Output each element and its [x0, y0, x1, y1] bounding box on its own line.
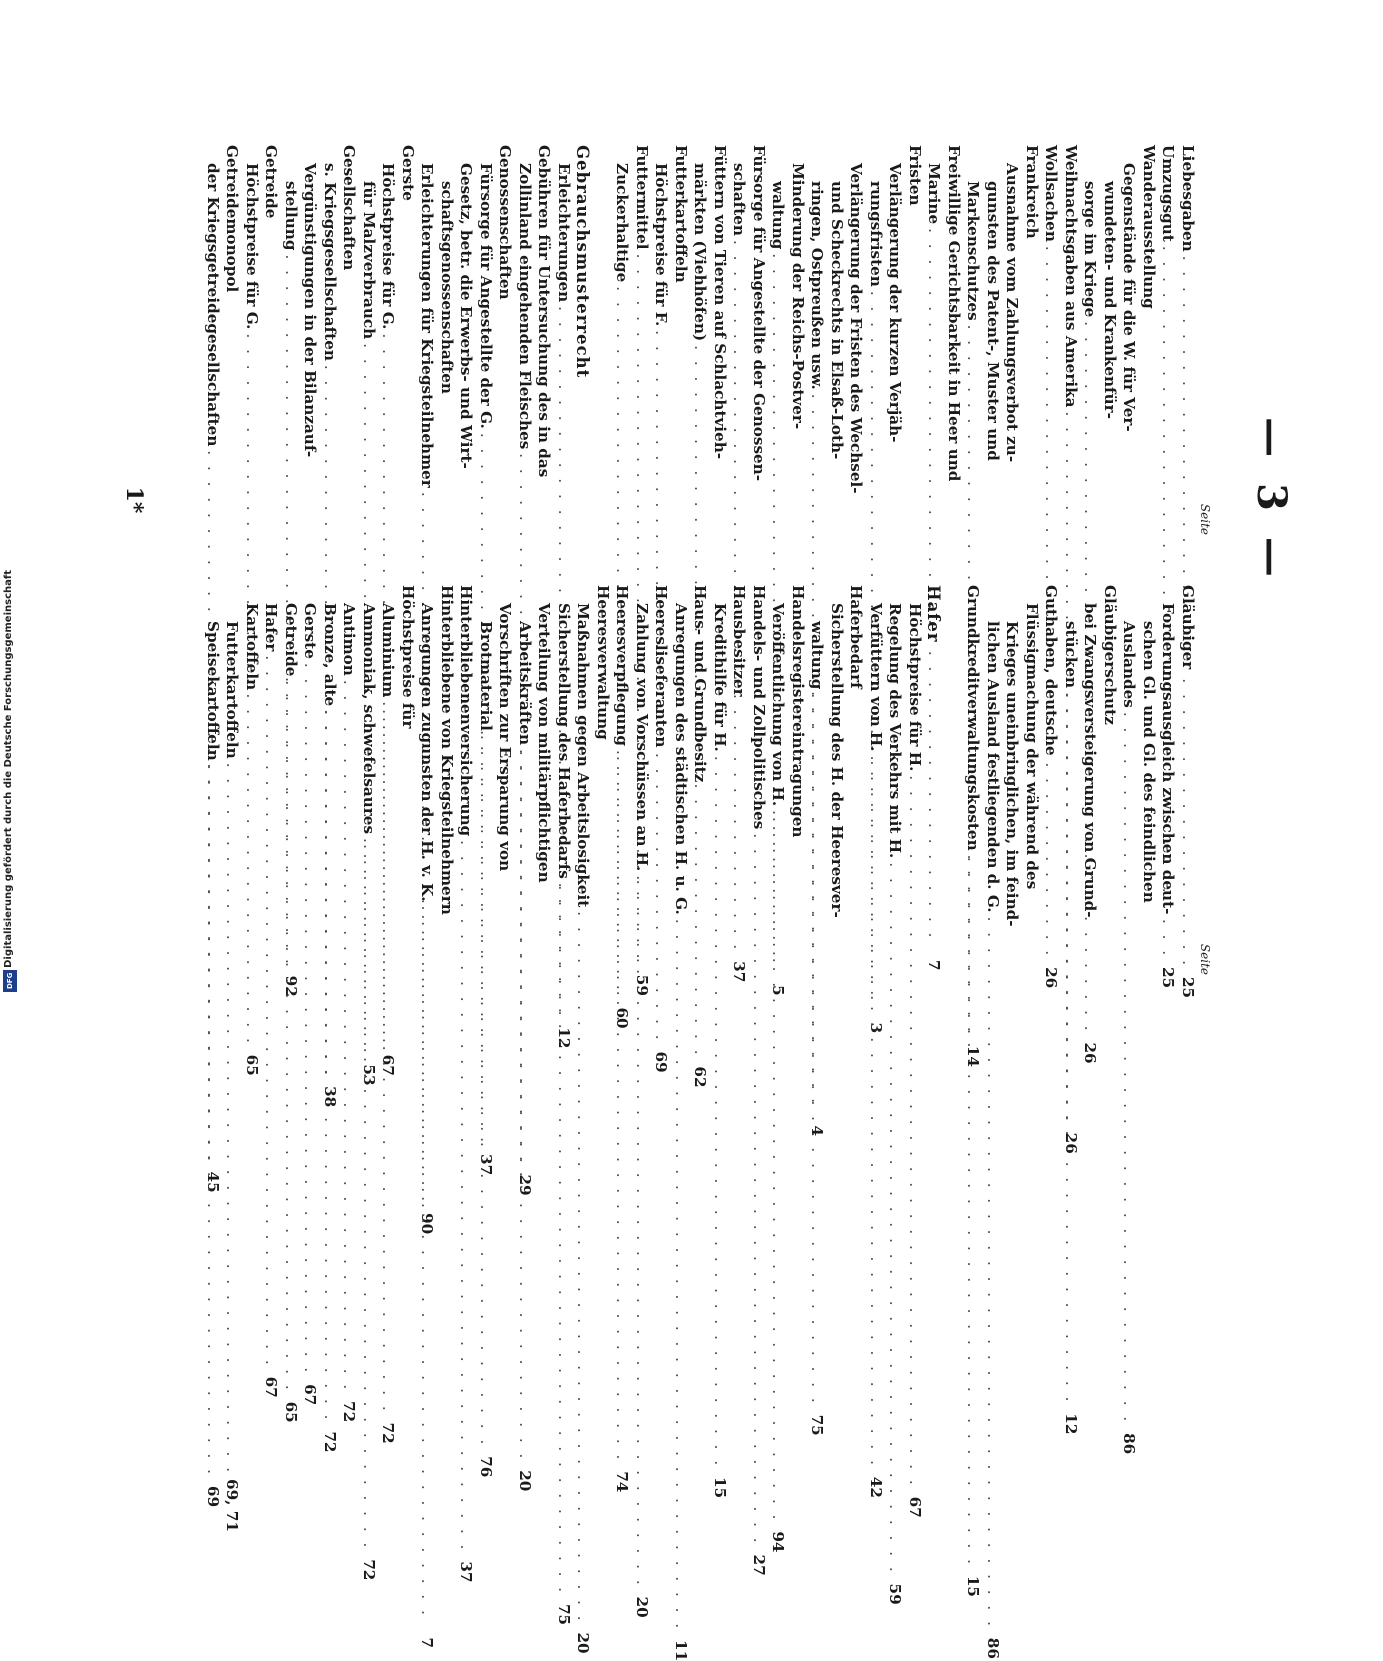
index-entry-text: Hinterbliebenenversicherung — [457, 585, 476, 837]
index-entry — [885, 585, 905, 1605]
index-entry-text: Haferbedarf — [847, 585, 866, 689]
index-entry — [671, 145, 691, 535]
index-entry — [300, 585, 320, 1406]
leader-dots — [807, 693, 827, 1405]
index-entry — [534, 585, 554, 975]
index-entry-page: 53 — [360, 1064, 378, 1086]
index-entry — [846, 585, 866, 975]
index-spacer — [593, 145, 613, 535]
index-entry — [866, 585, 886, 1498]
index-entry-page: 20 — [516, 1470, 534, 1492]
signature-mark: 1* — [121, 486, 147, 514]
index-spacer — [944, 585, 964, 975]
index-entry-text: Markenschutzes — [964, 181, 983, 321]
index-entry-text: Höchstpreise für H. — [906, 603, 924, 772]
index-entry-text: Höchstpreise für G. — [379, 163, 398, 330]
index-entry — [827, 585, 847, 975]
leader-dots — [710, 756, 730, 1468]
index-entry-text: Gebrauchsmusterrecht — [573, 145, 593, 379]
index-entry — [749, 145, 769, 535]
index-entry — [905, 585, 925, 1518]
index-entry — [300, 145, 320, 535]
index-entry-text: Gesellschaften — [340, 145, 359, 271]
index-entry-text: Freiwillige Gerichtsbarkeit in Heer und — [945, 145, 963, 482]
index-entry-text: ringen, Ostpreußen usw. — [808, 181, 827, 390]
index-entry-text: Höchstpreise für — [399, 585, 417, 729]
index-entry — [1002, 145, 1022, 535]
index-entry-page: 60 — [613, 1007, 632, 1029]
index-entry-text: Arbeitskräften — [516, 621, 534, 746]
index-entry-text: Höchstpreise für G. — [243, 163, 261, 330]
leader-dots — [261, 655, 281, 1367]
index-entry-text: märkten (Viehhöfen) — [691, 163, 710, 342]
index-entry-text: Hafer — [924, 585, 944, 643]
index-entry-text: Futtermittel — [633, 145, 651, 250]
index-entry-page: 76 — [477, 1456, 495, 1478]
index-entry-page: 26 — [1042, 967, 1061, 989]
leader-dots — [554, 883, 574, 1595]
leader-dots — [378, 701, 398, 1413]
leader-dots — [281, 680, 301, 1392]
index-entry — [573, 145, 593, 535]
leader-dots — [612, 750, 632, 1462]
index-entry-page: 26 — [1062, 1132, 1080, 1154]
index-entry-text: Handelsregistereintragungen — [789, 585, 807, 838]
index-entry-text: Getreide — [282, 603, 300, 677]
index-entry-text: Frankreich — [1023, 145, 1041, 239]
leader-dots — [983, 917, 1003, 1629]
index-entry — [495, 145, 515, 535]
leader-dots — [300, 663, 320, 1375]
leader-dots — [671, 919, 691, 1631]
index-entry-page: 75 — [808, 1414, 827, 1436]
page-number: — 3 — — [1248, 417, 1295, 583]
index-entry-text: Liebesgaben — [1179, 145, 1197, 252]
index-entry-page: 14 — [964, 1045, 983, 1067]
index-entry — [456, 145, 476, 535]
index-entry-text: Vorschriften zur Ersparung von — [496, 603, 515, 872]
leader-dots — [456, 840, 476, 1552]
index-entry-text: Brotmaterial — [477, 621, 495, 731]
index-entry-page: 67 — [262, 1376, 281, 1398]
index-entry — [944, 145, 964, 535]
index-entry-text: Futterkartoffeln — [223, 621, 242, 759]
index-entry — [1100, 585, 1120, 975]
index-entry-text: Gläubiger — [1179, 585, 1197, 670]
index-entry-text: stellung — [282, 181, 300, 251]
index-entry — [593, 585, 613, 975]
index-entry-text: Grundkreditverwaltungskosten — [964, 585, 983, 851]
leader-dots — [222, 763, 242, 1475]
index-entry-page: 72 — [379, 1422, 398, 1444]
index-entry — [456, 585, 476, 1583]
index-entry-text: Getreide — [262, 145, 281, 219]
index-entry-page: 4 — [808, 1125, 827, 1137]
index-entry — [1022, 585, 1042, 975]
index-entry-text: Handels- und Zollpolitisches — [750, 585, 768, 830]
index-entry-page: 12 — [555, 1027, 573, 1049]
index-entry-page: 12 — [1062, 1413, 1080, 1435]
index-entry — [924, 585, 944, 975]
index-entry — [222, 585, 242, 1532]
index-entry-text: Gerste — [301, 603, 320, 659]
index-entry-text: Verlängerung der Fristen des Wechsel- — [847, 163, 866, 494]
index-entry — [690, 585, 710, 975]
index-entry-text: Veröffentlichung von H. — [769, 603, 788, 807]
index-entry-text: Zuckerhaltige — [613, 163, 632, 283]
index-entry — [788, 585, 808, 975]
index-entry-text: Gläubigerschutz — [1101, 585, 1119, 725]
index-entry-page: 92 — [282, 975, 300, 997]
index-entry-text: Weihnachtsgaben aus Amerika — [1062, 145, 1080, 408]
index-entry-page: 42 — [867, 1476, 885, 1498]
index-entry-text: Erleichterungen für Kriegsteilnehmer — [418, 163, 437, 488]
index-entry-page: 69 — [204, 1485, 222, 1508]
index-entry-text: Wanderausstellung — [1140, 145, 1158, 309]
index-entry-page: 75 — [555, 1603, 573, 1626]
index-entry-page: 86 — [984, 1637, 1002, 1659]
index-entry-page: 20 — [633, 1596, 651, 1618]
index-entry-text: Verfüttern von H. — [867, 603, 885, 752]
index-entry-text: gunsten des Patent-, Muster und — [984, 181, 1002, 461]
leader-dots — [515, 749, 535, 1461]
index-entry — [339, 145, 359, 535]
index-entry-text: Haus- und Grundbesitz — [691, 585, 710, 783]
index-entry-text: Futterkartoffeln — [672, 145, 690, 283]
index-entry-text: Regelung des Verkehrs mit H. — [886, 603, 905, 859]
index-entry-text: und Scheckrechts in Elsaß-Loth- — [828, 181, 846, 460]
index-entry-text: Kredithilfe für H. — [711, 603, 729, 752]
index-entry — [983, 145, 1003, 535]
index-entry-page: 37 — [457, 1561, 476, 1583]
leader-dots — [417, 906, 437, 1618]
index-entry-page: 25 — [1159, 967, 1178, 989]
index-entry-page: 15 — [711, 1477, 729, 1499]
index-entry-text: sorge im Kriege — [1081, 181, 1100, 318]
index-entry-page: 3 — [867, 1022, 885, 1034]
index-entry-text: Hausbesitzer — [730, 585, 749, 697]
index-entry-text: Fristen — [906, 145, 924, 206]
index-entry-page: 38 — [321, 1086, 339, 1108]
index-entry-text: Fürsorge für Angestellte der G. — [477, 163, 495, 429]
index-entry-page: 62 — [691, 1066, 710, 1088]
index-entry-text: schaftsgenossenschaften — [438, 181, 456, 394]
index-entry-page: 15 — [964, 1575, 983, 1597]
index-entry-page: 86 — [1120, 1433, 1139, 1455]
index-entry-text: Minderung der Reichs-Postver- — [789, 163, 807, 430]
dfg-logo: DFG — [3, 970, 17, 992]
index-entry-page: 27 — [750, 1554, 768, 1576]
index-entry-page: 72 — [340, 1401, 359, 1423]
index-entry-page: 45 — [204, 1171, 222, 1193]
index-entry-text: Forderungsausgleich zwischen deut- — [1159, 603, 1178, 915]
leader-dots — [749, 833, 769, 1545]
index-entry — [710, 145, 730, 535]
leader-dots — [885, 862, 905, 1574]
index-entry-text: Erleichterungen — [555, 163, 573, 303]
index-entry — [827, 145, 847, 535]
index-entry-text: Gerste — [399, 145, 417, 201]
index-entry — [339, 585, 359, 1423]
leader-dots — [632, 875, 652, 1587]
index-entry — [437, 585, 457, 975]
index-entry-page: 67 — [301, 1384, 320, 1406]
index-entry-page: 59 — [633, 974, 651, 996]
index-entry-text: Sicherstellung des Haferbedarfs — [555, 603, 573, 879]
index-entry — [671, 585, 691, 1661]
index-entry-page: 37 — [477, 1154, 495, 1176]
index-entry-text: Gebühren für Untersuchung des in das — [535, 145, 554, 478]
index-entry-page: 65 — [282, 1401, 300, 1423]
index-entry-text: s. Kriegsgesellschaften — [321, 163, 339, 361]
index-entry — [534, 145, 554, 535]
index-entry-text: stücken — [1062, 621, 1080, 689]
index-entry-page: 65 — [243, 1054, 261, 1076]
index-entry-text: Gesetz, betr. die Erwerbs- und Wirt- — [457, 163, 476, 469]
leader-dots — [203, 765, 223, 1477]
index-entry — [1139, 145, 1159, 535]
leader-dots — [1119, 712, 1139, 1424]
index-entry — [1080, 585, 1100, 975]
index-entry-page: 69 — [652, 1051, 671, 1073]
index-entry-text: Zollinland eingehenden Fleisches — [516, 163, 534, 450]
digitization-credit: Digitalisierung gefördert durch die Deutsche Forschungsgemeinschaft — [3, 570, 14, 968]
index-entry — [788, 145, 808, 535]
index-entry — [398, 145, 418, 535]
index-entry — [768, 585, 788, 1553]
index-entry-page: 67 — [379, 1054, 398, 1076]
index-entry — [651, 585, 671, 975]
index-entry — [729, 585, 749, 975]
index-entry-text: schaften — [730, 163, 749, 236]
index-entry — [710, 585, 730, 1499]
index-entry-text: wundeten- und Krankenfür- — [1101, 181, 1119, 419]
index-entry-text: Getreidemonopol — [223, 145, 242, 293]
index-entry — [1119, 145, 1139, 535]
index-entry-page: 29 — [516, 1174, 534, 1196]
index-entry-text: Höchstpreise für F. — [652, 163, 671, 327]
index-entry-text: Sicherstellung des H. der Heeresver- — [828, 603, 846, 918]
index-entry-text: Verteilung von militärpflichtigen — [535, 603, 554, 883]
index-entry-text: Zahlung von Vorschüssen an H. — [633, 603, 651, 872]
index-entry — [261, 585, 281, 1398]
index-entry-text: Verlängerung der kurzen Verjäh- — [886, 163, 905, 443]
index-entry-text: Auslandes — [1120, 621, 1139, 708]
index-entry-text: bei Zwangsversteigerung von Grund- — [1081, 603, 1100, 918]
leader-dots — [573, 911, 593, 1623]
index-entry — [1158, 585, 1178, 975]
index-entry — [846, 145, 866, 535]
index-entry-page: 74 — [613, 1471, 632, 1493]
index-entry-text: Marine — [925, 163, 944, 225]
index-entry-text: rungsfristen — [867, 181, 885, 287]
seite-label: Seite — [1198, 503, 1212, 535]
index-entry-text: Ammoniak, schwefelsaures — [360, 603, 378, 834]
index-entry-text: Heeresverpflegung — [613, 585, 632, 747]
leader-dots — [866, 756, 886, 1468]
index-entry-page: 72 — [321, 1431, 339, 1453]
index-entry — [437, 145, 457, 535]
index-entry — [1100, 145, 1120, 535]
index-entry — [1139, 585, 1159, 975]
leader-dots — [1061, 692, 1081, 1404]
index-entry-text: Fürsorge für Angestellte der Genossen- — [750, 145, 768, 482]
index-entry — [905, 145, 925, 535]
index-entry-text: Genossenschaften — [496, 145, 515, 300]
index-entry-page: 5 — [769, 985, 788, 996]
index-entry-text: Umzugsgut — [1159, 145, 1178, 242]
index-entry-text: Gegenstände für die W. für Ver- — [1120, 163, 1139, 432]
index-entry — [1022, 145, 1042, 535]
index-entry-text: Anregungen zugunsten der H. v. K. — [418, 603, 437, 902]
index-entry-page: 67 — [906, 1496, 924, 1518]
index-entry-text: Aluminium — [379, 603, 398, 698]
index-entry — [573, 585, 593, 1654]
index-entry-text: Heeresverwaltung — [594, 585, 612, 740]
index-entry-text: Vergünstigungen in der Bilanzauf- — [301, 163, 320, 458]
index-entry-page: 90 — [418, 1213, 437, 1235]
index-entry-text: Hinterbliebene von Kriegsteilnehmern — [438, 585, 456, 915]
index-entry — [1041, 585, 1061, 975]
index-entry-page: 25 — [1179, 976, 1197, 999]
index-entry-page: 7 — [418, 1637, 437, 1648]
index-entry-text: Füttern von Tieren auf Schlachtvieh- — [711, 145, 729, 460]
index-entry-page: 20 — [574, 1632, 593, 1654]
index-entry-page: 26 — [1081, 1042, 1100, 1064]
index-entry-page: 7 — [925, 959, 944, 971]
index-entry-text: der Kriegsgetreidegesellschaften — [204, 163, 222, 447]
index-entry-text: lichen Ausland festliegenden d. G. — [984, 621, 1002, 913]
index-entry-page: 72 — [360, 1559, 378, 1581]
leader-dots — [476, 735, 496, 1447]
index-entry — [261, 145, 281, 535]
index-entry-page: 69, 71 — [223, 1479, 242, 1532]
index-entry — [983, 585, 1003, 1659]
index-entry — [495, 585, 515, 975]
index-entry — [242, 585, 262, 975]
leader-dots — [339, 680, 359, 1392]
index-entry — [222, 145, 242, 535]
index-entry-text: Hafer — [262, 603, 281, 652]
index-entry-text: Heeresliseferanten — [652, 585, 671, 748]
index-entry-text: Kartoffeln — [243, 603, 261, 691]
index-entry-text: Ausnahme vom Zahlungsverbot zu- — [1003, 163, 1022, 463]
index-entry-text: Flüssigmachung der während des — [1023, 603, 1041, 890]
index-entry-text: Antimon — [340, 603, 359, 676]
index-entry — [1002, 585, 1022, 975]
leader-dots — [768, 810, 788, 1522]
leader-dots — [905, 775, 925, 1487]
seite-label: Seite — [1198, 943, 1212, 975]
index-entry-text: Krieges uneinbringlichen, im feind- — [1003, 621, 1022, 927]
index-entry-page: 59 — [886, 1583, 905, 1605]
index-entry-text: waltung — [808, 621, 827, 690]
leader-dots — [320, 710, 340, 1422]
index-entry — [885, 145, 905, 535]
index-entry — [1119, 585, 1139, 1455]
index-entry-page: 11 — [672, 1640, 690, 1661]
index-entry-text: Bronze, alte — [321, 603, 339, 707]
index-entry-text: schen Gl. und Gl. des feindlichen — [1140, 621, 1158, 903]
index-entry — [1178, 585, 1198, 975]
leader-dots — [359, 838, 379, 1550]
index-entry-text: Speisekartoffeln — [204, 621, 222, 761]
index-entry-text: Maßnahmen gegen Arbeitslosigkeit — [574, 603, 593, 908]
index-entry-text: für Malzverbrauch — [360, 181, 378, 340]
index-entry — [807, 585, 827, 1436]
index-entry-text: Guthaben, deutsche — [1042, 585, 1061, 756]
index-entry — [749, 585, 769, 1576]
index-entry-text: Anregungen des städtischen H. u. G. — [672, 603, 690, 915]
index-entry — [398, 585, 418, 975]
index-entry-page: 94 — [769, 1531, 788, 1553]
index-entry-text: Wollsachen — [1042, 145, 1061, 242]
leader-dots — [963, 855, 983, 1567]
index-entry-page: 37 — [730, 961, 749, 983]
index-entry-text: waltung — [769, 181, 788, 250]
